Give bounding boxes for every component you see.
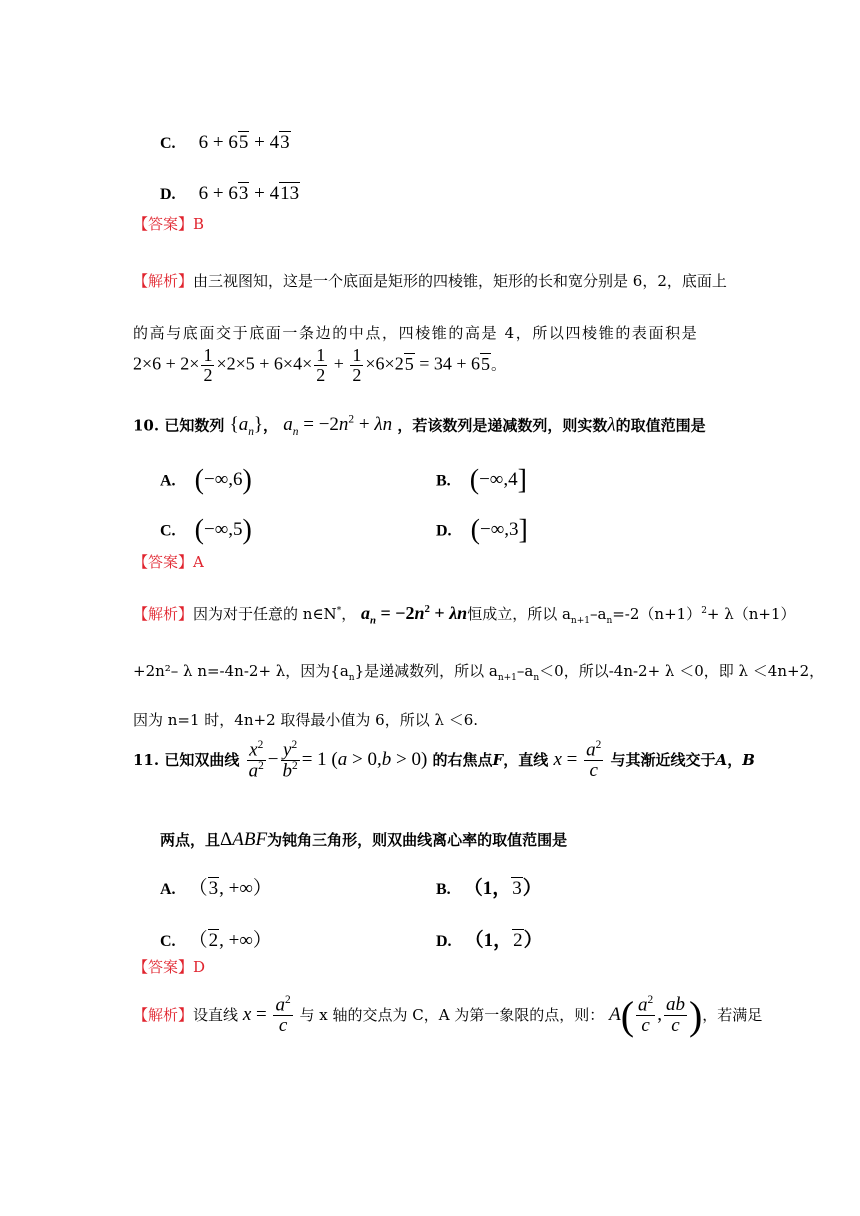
option-label: A. <box>160 472 176 490</box>
q11-option-d <box>436 925 543 952</box>
q10-option-b <box>436 465 527 497</box>
q10-answer <box>133 551 204 572</box>
question-text: 的右焦点 <box>432 751 493 770</box>
math-point-a: A( $\frac{a^2}{c}$ , $\frac{ab}{c}$ ) <box>609 993 703 1038</box>
q9-answer <box>133 213 204 234</box>
q9-surface-area-formula: 2×6 + 2× $\frac{1}{2}$ ×2×5 + 6×4× $\frac{1}{2}$ + $\frac{1}{2}$ ×6×25 = 34 + 65。 <box>133 345 507 385</box>
question-text: ，直线 <box>503 751 549 770</box>
analysis-text: ＜0，所以-4n-2+ λ ＜0，即 λ ＜4n+2， <box>539 662 825 680</box>
math-interval: （2, +∞） <box>188 930 272 951</box>
q10-option-d <box>436 515 528 547</box>
option-label: D. <box>160 186 176 203</box>
q9-option-d <box>160 183 300 205</box>
math-interval: （1，2） <box>464 930 543 951</box>
math-expression: 6 + 63 + 413 <box>198 183 300 204</box>
question-text: 两点，且 <box>160 831 221 849</box>
math-expression: 6 + 65 + 43 <box>198 132 290 153</box>
q9-analysis-line1 <box>133 270 727 291</box>
math-interval: (−∞,6) <box>194 465 252 496</box>
analysis-tag: 【解析】 <box>133 605 194 623</box>
math-triangle: ΔABF <box>220 829 268 850</box>
option-label: C. <box>160 933 176 950</box>
question-text: ，若该数列是递减数列，则实数 <box>397 416 608 435</box>
option-label: B. <box>436 472 451 490</box>
analysis-tag: 【解析】 <box>133 272 194 290</box>
q11-analysis-line1 <box>133 992 762 1039</box>
q9-option-c <box>160 132 291 154</box>
question-text: 已知双曲线 <box>164 751 240 770</box>
analysis-text: 由三视图知，这是一个底面是矩形的四棱锥，矩形的长和宽分别是 6，2，底面上 <box>193 272 727 290</box>
q10-analysis-line3: 因为 n=1 时，4n+2 取得最小值为 6，所以 λ ＜6. <box>133 711 479 729</box>
answer-value: B <box>193 215 205 233</box>
q10-analysis-line1: 【解析】因为对于任意的 n∈N*， $a_n = -2n^2 + \lambda n$恒成立，所以 $a_{n+1}-a_n=-2(n+1)^2+ \lambda(n+1)$ <box>133 603 796 627</box>
question-text: 与其渐近线交于 <box>610 751 716 770</box>
math-interval: （3, +∞） <box>188 878 272 899</box>
option-label: C. <box>160 522 176 540</box>
option-label: D. <box>436 522 452 540</box>
q9-analysis-line2: 的高与底面交于底面一条边的中点，四棱锥的高是 4，所以四棱锥的表面积是 <box>133 324 699 342</box>
math-formula: $a_n = -2n^2 + \lambda n$ <box>360 603 468 627</box>
math-lambda: λ <box>607 414 616 436</box>
analysis-text: + λ（n+1） <box>706 605 796 623</box>
analysis-text: –a <box>589 605 607 623</box>
question-number: 11. <box>133 751 160 770</box>
analysis-text: =-2（n+1） <box>612 605 702 623</box>
q11-option-a <box>160 873 272 900</box>
math-hyperbola: $\frac{x^2}{a^2}$ − $\frac{y^2}{b^2}$ = 1 (a > 0,b > 0) <box>248 739 428 782</box>
answer-tag: 【答案】 <box>133 958 194 976</box>
option-label: D. <box>436 933 452 950</box>
answer-tag: 【答案】 <box>133 215 194 233</box>
answer-value: A <box>193 553 204 571</box>
analysis-text: –a <box>516 662 534 680</box>
q11-stem-line2 <box>160 829 567 851</box>
analysis-text: ，若满足 <box>702 1005 763 1024</box>
analysis-text: +2n²– λ n=-4n-2+ λ，因为{a <box>133 662 349 680</box>
analysis-tag: 【解析】 <box>133 1005 194 1024</box>
q10-option-c <box>160 515 252 547</box>
answer-tag: 【答案】 <box>133 553 194 571</box>
math-line: x = $\frac{a^2}{c}$ <box>242 993 291 1037</box>
option-label: B. <box>436 881 451 898</box>
option-label: C. <box>160 135 176 152</box>
q11-answer <box>133 956 205 977</box>
analysis-text: 因为对于任意的 n∈N <box>193 605 337 623</box>
math-line: x = $\frac{a^2}{c}$ <box>553 739 602 782</box>
math-formula: $a_n = -2n^2 + \lambda n$ <box>283 414 393 439</box>
q10-analysis-line2: +2n²– λ n=-4n-2+ λ，因为$\{a_n\}$是递减数列，所以 $a_{n+1}-a_n<0$，所以-4n-2+ λ ＜0，即 λ ＜4n+2， <box>133 662 825 683</box>
q10-stem: 10. 已知数列 $\{a_n\}$， $a_n = -2n^2 + \lambda n$ ，若该数列是递减数列，则实数λ的取值范围是 <box>133 414 706 439</box>
question-number: 10. <box>133 416 160 435</box>
math-interval: (−∞,3] <box>470 515 528 546</box>
answer-value: D <box>193 958 206 976</box>
analysis-text: 设直线 <box>193 1005 239 1024</box>
math-interval: （1，3） <box>463 878 542 899</box>
period: 。 <box>491 357 507 374</box>
q11-option-b <box>436 873 542 900</box>
option-label: A. <box>160 881 176 898</box>
analysis-text: 与 x 轴的交点为 C，A 为第一象限的点，则： <box>299 1005 605 1024</box>
analysis-text: }是递减数列，所以 a <box>354 662 498 680</box>
analysis-text: 恒成立，所以 a <box>467 605 571 623</box>
question-text: 已知数列 <box>164 416 225 435</box>
q10-option-a <box>160 465 252 497</box>
math-interval: (−∞,4] <box>469 465 527 496</box>
math-interval: (−∞,5) <box>194 515 252 546</box>
q11-stem-line1: 11. 已知双曲线 $\frac{x^2}{a^2}$ − $\frac{y^2}{b^2}$ = 1 (a > 0,b > 0) 的右焦点F，直线 x = $\frac{a^2}{c}$ 与其渐近线交于A，B <box>133 739 755 782</box>
question-text: 为钝角三角形，则双曲线离心率的取值范围是 <box>267 831 568 849</box>
q11-option-c <box>160 925 272 952</box>
question-text: 的取值范围是 <box>615 416 706 435</box>
math-sequence: $\{a_n\}$ <box>229 414 264 439</box>
